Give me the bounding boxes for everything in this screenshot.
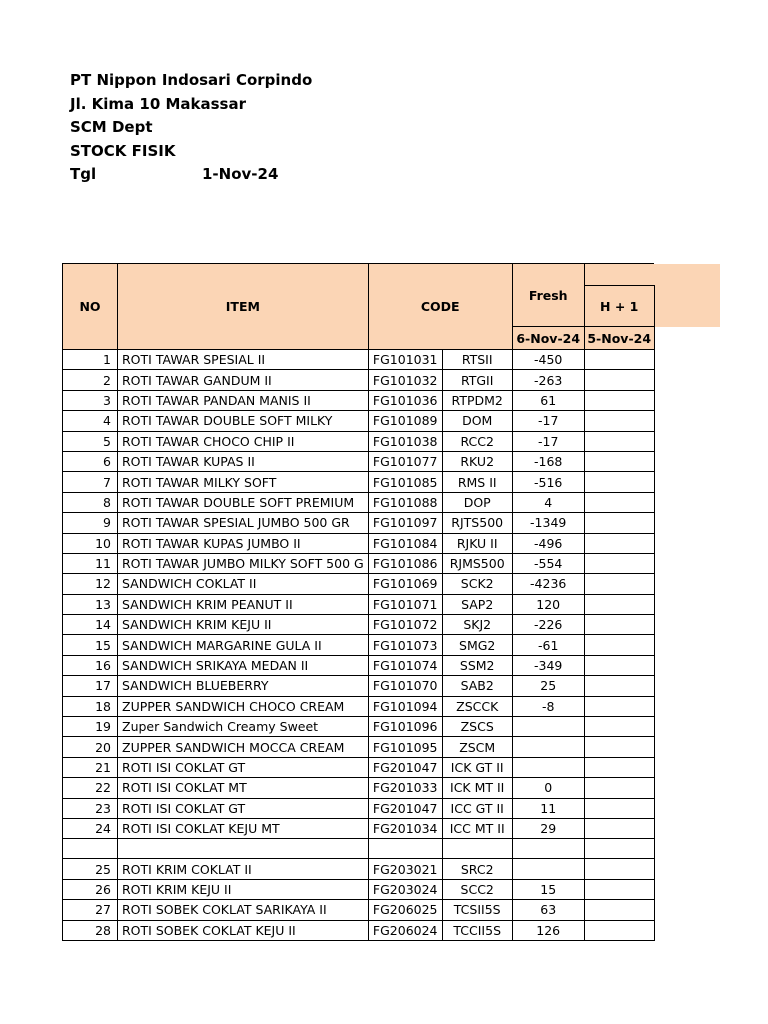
table-row xyxy=(63,370,655,390)
row-no: 8 xyxy=(63,492,118,512)
row-code: FG101072 xyxy=(368,615,442,635)
date-line xyxy=(70,163,312,187)
row-fresh xyxy=(512,757,584,777)
row-item: ROTI TAWAR DOUBLE SOFT MILKY xyxy=(118,411,369,431)
row-h1 xyxy=(584,370,654,390)
row-item: ROTI ISI COKLAT KEJU MT xyxy=(118,818,369,838)
row-item: ROTI TAWAR DOUBLE SOFT PREMIUM xyxy=(118,492,369,512)
row-item: ZUPPER SANDWICH MOCCA CREAM xyxy=(118,737,369,757)
table-row xyxy=(63,553,655,573)
row-short-code: TCCII5S xyxy=(442,920,512,940)
row-code: FG201047 xyxy=(368,798,442,818)
table-row xyxy=(63,717,655,737)
row-code xyxy=(368,839,442,859)
row-h1 xyxy=(584,451,654,471)
row-fresh xyxy=(512,839,584,859)
col-header-no: NO xyxy=(63,264,118,350)
row-short-code: TCSII5S xyxy=(442,900,512,920)
row-item: SANDWICH BLUEBERRY xyxy=(118,676,369,696)
col-header-fresh: Fresh xyxy=(512,264,584,327)
table-row xyxy=(63,390,655,410)
row-no: 1 xyxy=(63,350,118,370)
row-no: 27 xyxy=(63,900,118,920)
row-short-code: RJTS500 xyxy=(442,513,512,533)
row-no: 3 xyxy=(63,390,118,410)
stock-table xyxy=(62,263,655,941)
company-address: Jl. Kima 10 Makassar xyxy=(70,94,247,113)
row-h1 xyxy=(584,920,654,940)
h1-date: 5-Nov-24 xyxy=(584,327,654,350)
row-item: ROTI SOBEK COKLAT SARIKAYA II xyxy=(118,900,369,920)
row-short-code: RKU2 xyxy=(442,451,512,471)
row-fresh: -226 xyxy=(512,615,584,635)
row-item: ROTI TAWAR SPESIAL II xyxy=(118,350,369,370)
row-fresh: -17 xyxy=(512,431,584,451)
row-item: ROTI KRIM COKLAT II xyxy=(118,859,369,879)
row-code: FG101077 xyxy=(368,451,442,471)
row-no: 20 xyxy=(63,737,118,757)
row-no xyxy=(63,839,118,859)
row-no: 23 xyxy=(63,798,118,818)
row-item: ROTI TAWAR GANDUM II xyxy=(118,370,369,390)
row-h1 xyxy=(584,818,654,838)
col-header-h1-top xyxy=(584,264,654,286)
row-item: ZUPPER SANDWICH CHOCO CREAM xyxy=(118,696,369,716)
row-h1 xyxy=(584,533,654,553)
row-fresh xyxy=(512,859,584,879)
row-no: 2 xyxy=(63,370,118,390)
row-no: 9 xyxy=(63,513,118,533)
row-item: ROTI ISI COKLAT MT xyxy=(118,778,369,798)
department: SCM Dept xyxy=(70,118,153,136)
row-item: ROTI TAWAR PANDAN MANIS II xyxy=(118,390,369,410)
row-fresh: -516 xyxy=(512,472,584,492)
row-h1 xyxy=(584,390,654,410)
row-fresh: 29 xyxy=(512,818,584,838)
row-fresh xyxy=(512,717,584,737)
row-fresh: 15 xyxy=(512,879,584,899)
row-no: 16 xyxy=(63,655,118,675)
row-item xyxy=(118,839,369,859)
row-no: 17 xyxy=(63,676,118,696)
row-item: ROTI TAWAR CHOCO CHIP II xyxy=(118,431,369,451)
row-h1 xyxy=(584,492,654,512)
row-no: 5 xyxy=(63,431,118,451)
table-row xyxy=(63,350,655,370)
table-row xyxy=(63,900,655,920)
row-h1 xyxy=(584,696,654,716)
company-name: PT Nippon Indosari Corpindo xyxy=(70,71,313,89)
row-h1 xyxy=(584,350,654,370)
row-short-code: RMS II xyxy=(442,472,512,492)
row-code: FG203024 xyxy=(368,879,442,899)
table-row xyxy=(63,513,655,533)
row-fresh: -349 xyxy=(512,655,584,675)
row-h1 xyxy=(584,900,654,920)
table-row xyxy=(63,533,655,553)
col-header-item: ITEM xyxy=(118,264,369,350)
row-code: FG101036 xyxy=(368,390,442,410)
document-header xyxy=(70,69,312,187)
row-item: ROTI ISI COKLAT GT xyxy=(118,757,369,777)
row-h1 xyxy=(584,513,654,533)
row-item: ROTI SOBEK COKLAT KEJU II xyxy=(118,920,369,940)
row-item: ROTI KRIM KEJU II xyxy=(118,879,369,899)
date-label: Tgl xyxy=(70,165,97,183)
row-fresh: -1349 xyxy=(512,513,584,533)
row-code: FG206025 xyxy=(368,900,442,920)
row-code: FG101032 xyxy=(368,370,442,390)
row-fresh: -263 xyxy=(512,370,584,390)
table-row xyxy=(63,411,655,431)
row-short-code: ICK MT II xyxy=(442,778,512,798)
row-fresh: -168 xyxy=(512,451,584,471)
row-h1 xyxy=(584,798,654,818)
table-row xyxy=(63,615,655,635)
row-code: FG101069 xyxy=(368,574,442,594)
row-no: 24 xyxy=(63,818,118,838)
row-code: FG101097 xyxy=(368,513,442,533)
row-code: FG101073 xyxy=(368,635,442,655)
row-h1 xyxy=(584,839,654,859)
row-short-code: ZSCCK xyxy=(442,696,512,716)
row-no: 15 xyxy=(63,635,118,655)
row-short-code: ZSCM xyxy=(442,737,512,757)
row-short-code: ICC GT II xyxy=(442,798,512,818)
row-item: ROTI TAWAR MILKY SOFT xyxy=(118,472,369,492)
row-no: 6 xyxy=(63,451,118,471)
row-item: SANDWICH KRIM KEJU II xyxy=(118,615,369,635)
row-h1 xyxy=(584,778,654,798)
row-short-code: ZSCS xyxy=(442,717,512,737)
row-item: ROTI ISI COKLAT GT xyxy=(118,798,369,818)
row-h1 xyxy=(584,737,654,757)
row-fresh: 0 xyxy=(512,778,584,798)
row-item: Zuper Sandwich Creamy Sweet xyxy=(118,717,369,737)
row-fresh: 63 xyxy=(512,900,584,920)
row-short-code: SKJ2 xyxy=(442,615,512,635)
row-short-code: SAB2 xyxy=(442,676,512,696)
row-code: FG101084 xyxy=(368,533,442,553)
header-fill-extension xyxy=(648,264,720,327)
row-fresh: -8 xyxy=(512,696,584,716)
row-code: FG101096 xyxy=(368,717,442,737)
table-row xyxy=(63,859,655,879)
table-row xyxy=(63,839,655,859)
row-short-code: DOP xyxy=(442,492,512,512)
fresh-date: 6-Nov-24 xyxy=(512,327,584,350)
row-short-code: ICK GT II xyxy=(442,757,512,777)
row-code: FG203021 xyxy=(368,859,442,879)
table-row xyxy=(63,818,655,838)
row-short-code: SAP2 xyxy=(442,594,512,614)
table-row xyxy=(63,635,655,655)
row-h1 xyxy=(584,859,654,879)
row-item: SANDWICH SRIKAYA MEDAN II xyxy=(118,655,369,675)
row-code: FG206024 xyxy=(368,920,442,940)
row-no: 11 xyxy=(63,553,118,573)
row-short-code: SCK2 xyxy=(442,574,512,594)
row-code: FG101086 xyxy=(368,553,442,573)
row-h1 xyxy=(584,655,654,675)
row-fresh: 126 xyxy=(512,920,584,940)
row-short-code: RTGII xyxy=(442,370,512,390)
table-row xyxy=(63,696,655,716)
row-short-code xyxy=(442,839,512,859)
table-row xyxy=(63,798,655,818)
row-h1 xyxy=(584,574,654,594)
table-row xyxy=(63,879,655,899)
row-no: 26 xyxy=(63,879,118,899)
row-h1 xyxy=(584,635,654,655)
table-row xyxy=(63,655,655,675)
row-code: FG201047 xyxy=(368,757,442,777)
table-row xyxy=(63,431,655,451)
row-short-code: RJKU II xyxy=(442,533,512,553)
document-title: STOCK FISIK xyxy=(70,141,176,160)
row-no: 14 xyxy=(63,615,118,635)
row-no: 7 xyxy=(63,472,118,492)
row-h1 xyxy=(584,676,654,696)
row-h1 xyxy=(584,472,654,492)
row-fresh: 25 xyxy=(512,676,584,696)
row-short-code: DOM xyxy=(442,411,512,431)
row-code: FG101085 xyxy=(368,472,442,492)
row-h1 xyxy=(584,615,654,635)
row-short-code: RCC2 xyxy=(442,431,512,451)
row-short-code: RJMS500 xyxy=(442,553,512,573)
table-row xyxy=(63,778,655,798)
row-fresh: -17 xyxy=(512,411,584,431)
table-row xyxy=(63,492,655,512)
row-fresh: 11 xyxy=(512,798,584,818)
row-code: FG101038 xyxy=(368,431,442,451)
row-code: FG201034 xyxy=(368,818,442,838)
row-no: 21 xyxy=(63,757,118,777)
row-h1 xyxy=(584,594,654,614)
row-code: FG101071 xyxy=(368,594,442,614)
row-item: ROTI TAWAR KUPAS II xyxy=(118,451,369,471)
row-no: 4 xyxy=(63,411,118,431)
row-h1 xyxy=(584,879,654,899)
row-fresh: 61 xyxy=(512,390,584,410)
row-no: 12 xyxy=(63,574,118,594)
row-no: 19 xyxy=(63,717,118,737)
row-item: ROTI TAWAR SPESIAL JUMBO 500 GR xyxy=(118,513,369,533)
table-row xyxy=(63,920,655,940)
row-no: 13 xyxy=(63,594,118,614)
row-fresh: 120 xyxy=(512,594,584,614)
row-code: FG201033 xyxy=(368,778,442,798)
row-fresh: 4 xyxy=(512,492,584,512)
row-code: FG101088 xyxy=(368,492,442,512)
row-item: ROTI TAWAR JUMBO MILKY SOFT 500 G xyxy=(118,553,369,573)
date-value: 1-Nov-24 xyxy=(202,165,279,183)
row-code: FG101095 xyxy=(368,737,442,757)
row-no: 10 xyxy=(63,533,118,553)
row-code: FG101031 xyxy=(368,350,442,370)
row-fresh: -61 xyxy=(512,635,584,655)
table-row xyxy=(63,574,655,594)
row-no: 25 xyxy=(63,859,118,879)
row-code: FG101070 xyxy=(368,676,442,696)
table-row xyxy=(63,757,655,777)
row-fresh xyxy=(512,737,584,757)
table-row xyxy=(63,472,655,492)
row-h1 xyxy=(584,757,654,777)
row-fresh: -450 xyxy=(512,350,584,370)
row-fresh: -4236 xyxy=(512,574,584,594)
table-row xyxy=(63,451,655,471)
row-item: SANDWICH MARGARINE GULA II xyxy=(118,635,369,655)
row-code: FG101094 xyxy=(368,696,442,716)
row-short-code: RTPDM2 xyxy=(442,390,512,410)
row-h1 xyxy=(584,431,654,451)
col-header-code: CODE xyxy=(368,264,512,350)
row-h1 xyxy=(584,411,654,431)
row-fresh: -554 xyxy=(512,553,584,573)
row-short-code: SSM2 xyxy=(442,655,512,675)
row-short-code: SCC2 xyxy=(442,879,512,899)
row-item: ROTI TAWAR KUPAS JUMBO II xyxy=(118,533,369,553)
table-row xyxy=(63,737,655,757)
row-fresh: -496 xyxy=(512,533,584,553)
row-short-code: RTSII xyxy=(442,350,512,370)
table-row xyxy=(63,676,655,696)
row-no: 18 xyxy=(63,696,118,716)
row-item: SANDWICH KRIM PEANUT II xyxy=(118,594,369,614)
row-h1 xyxy=(584,717,654,737)
col-header-h1: H + 1 xyxy=(584,286,654,327)
row-short-code: ICC MT II xyxy=(442,818,512,838)
row-short-code: SRC2 xyxy=(442,859,512,879)
row-code: FG101089 xyxy=(368,411,442,431)
row-short-code: SMG2 xyxy=(442,635,512,655)
row-code: FG101074 xyxy=(368,655,442,675)
row-no: 28 xyxy=(63,920,118,940)
row-item: SANDWICH COKLAT II xyxy=(118,574,369,594)
row-h1 xyxy=(584,553,654,573)
row-no: 22 xyxy=(63,778,118,798)
table-row xyxy=(63,594,655,614)
